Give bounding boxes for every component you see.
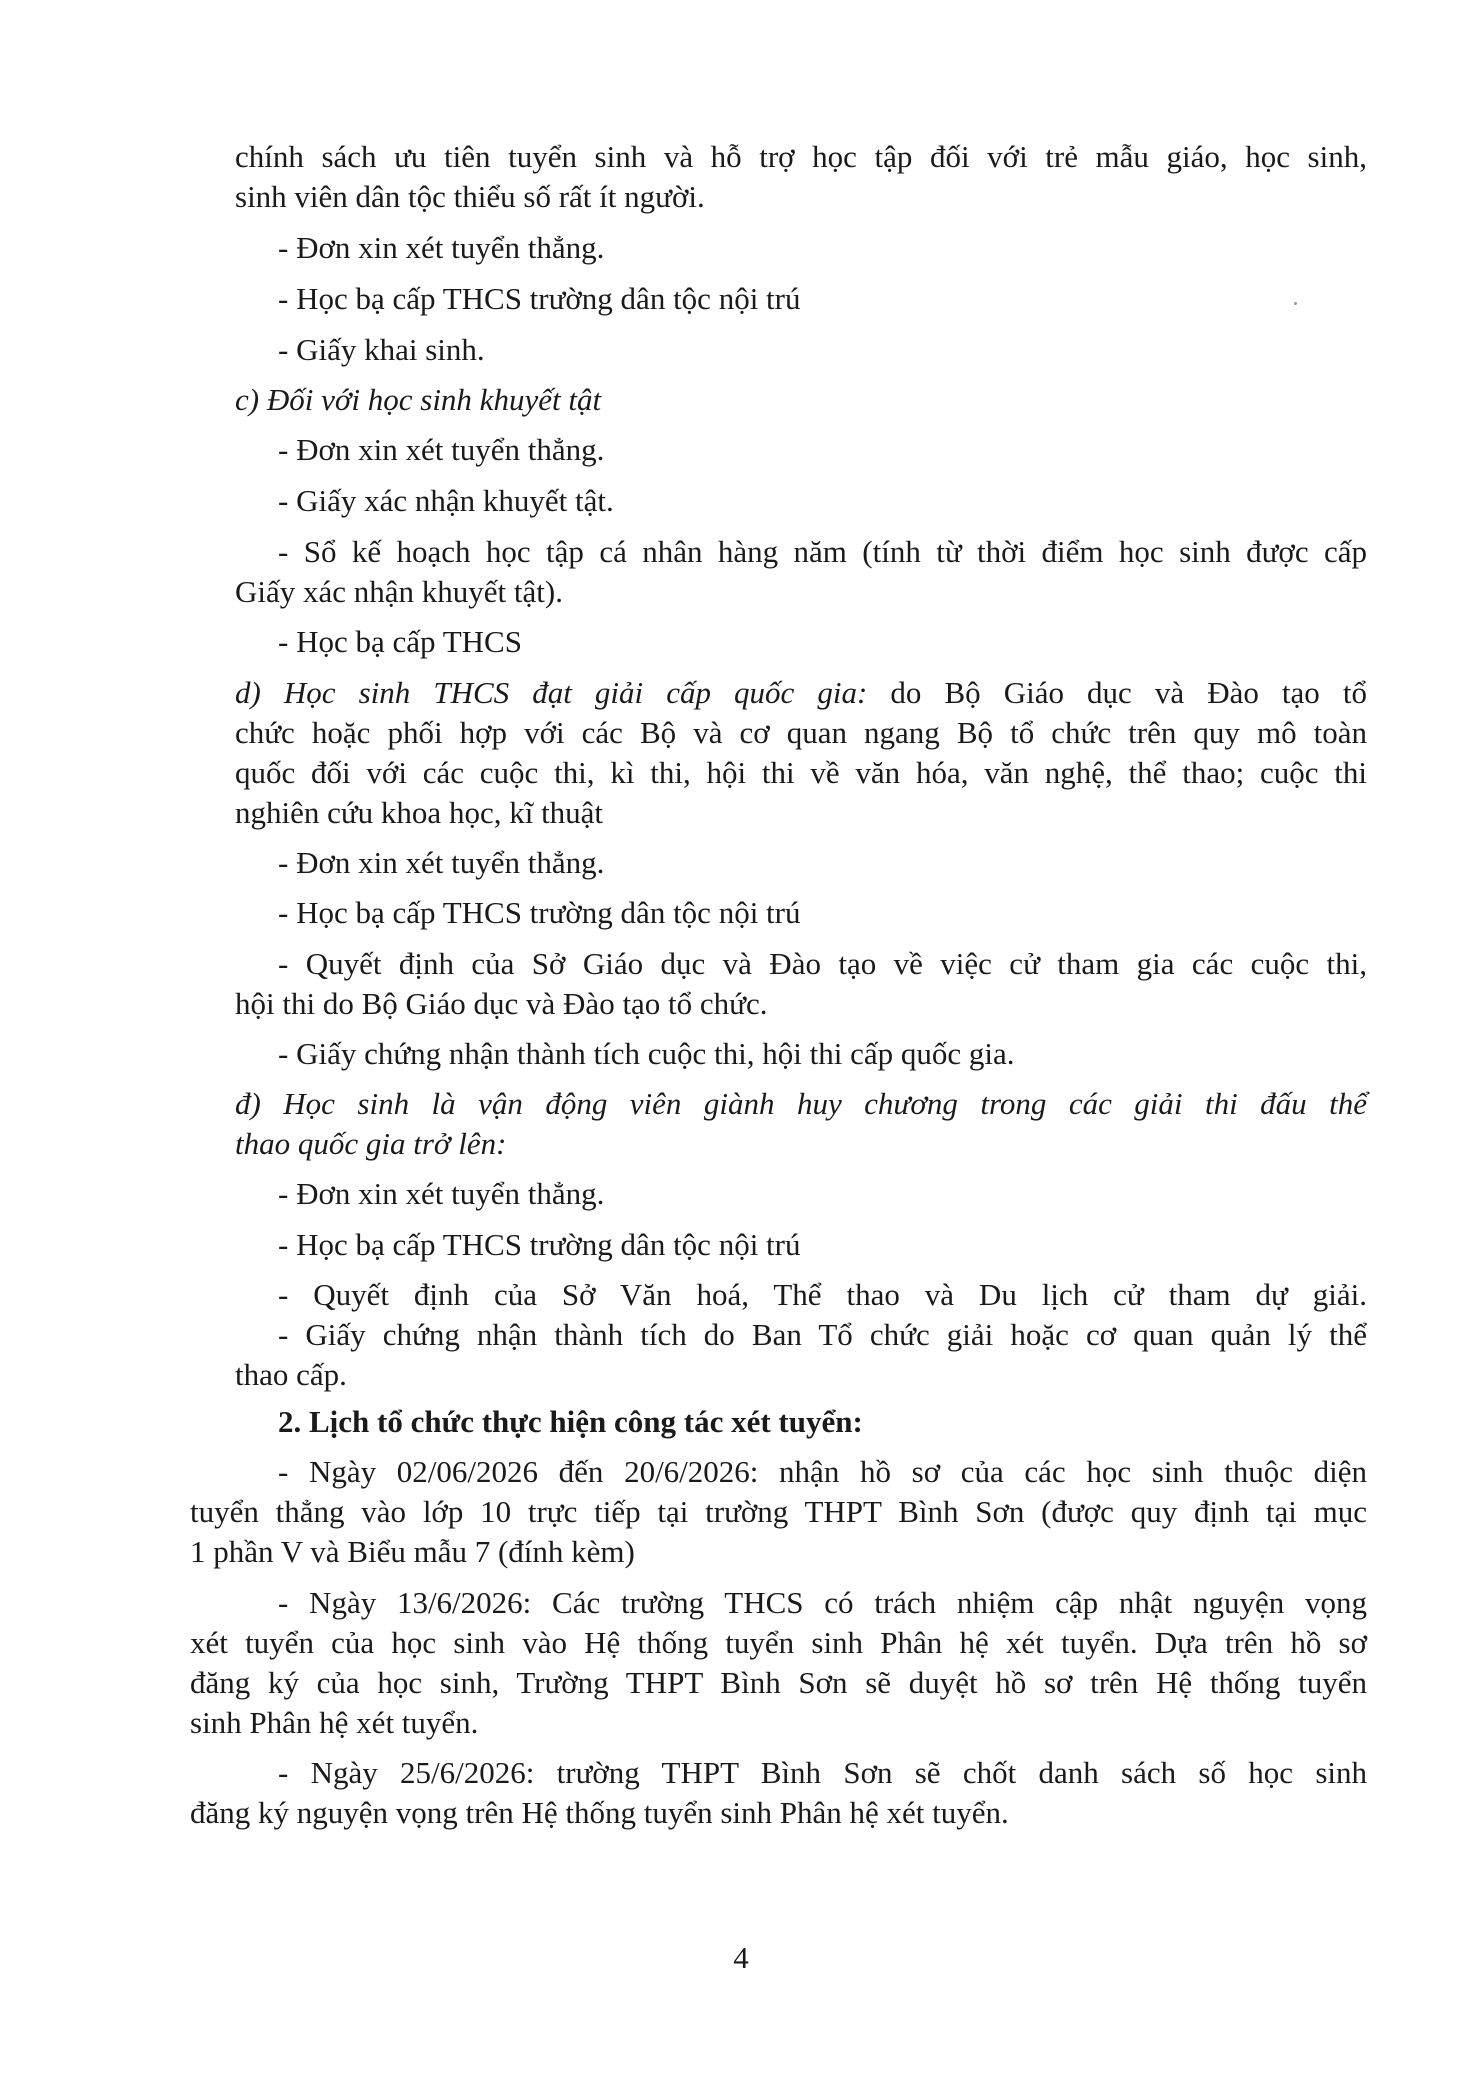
text-line: sinh Phân hệ xét tuyển. [190,1705,479,1740]
text-line: chức hoặc phối hợp với các Bộ và cơ quan ngang Bộ tổ chức trên quy mô toàn [235,715,1367,750]
section-heading-dd-cont: thao quốc gia trở lên: [235,1126,507,1161]
list-item: - Học bạ cấp THCS trường dân tộc nội trú [278,1227,801,1262]
text-line: thao cấp. [235,1357,347,1392]
section-heading-c: c) Đối với học sinh khuyết tật [235,382,602,417]
list-item: - Đơn xin xét tuyển thẳng. [278,432,605,467]
list-item: - Học bạ cấp THCS trường dân tộc nội trú [278,281,801,316]
text-line: tuyển thẳng vào lớp 10 trực tiếp tại trường THPT Bình Sơn (được quy định tại mục [190,1494,1367,1529]
text-line: đăng ký nguyện vọng trên Hệ thống tuyển sinh Phân hệ xét tuyển. [190,1795,1009,1830]
list-item: - Đơn xin xét tuyển thẳng. [278,230,605,265]
list-item: - Ngày 02/06/2026 đến 20/6/2026: nhận hồ sơ của các học sinh thuộc diện [278,1454,1367,1489]
list-item: - Ngày 13/6/2026: Các trường THCS có trách nhiệm cập nhật nguyện vọng [278,1585,1367,1620]
section-heading-dd: đ) Học sinh là vận động viên giành huy chương trong các giải thi đấu thể [235,1086,1367,1121]
text-line: sinh viên dân tộc thiểu số rất ít người. [235,179,705,214]
list-item: - Giấy khai sinh. [278,332,485,367]
text-line: Giấy xác nhận khuyết tật). [235,574,563,609]
scan-speck [1294,302,1297,305]
list-item: - Học bạ cấp THCS [278,624,522,659]
list-item: - Giấy chứng nhận thành tích cuộc thi, hội thi cấp quốc gia. [278,1036,1015,1071]
list-item: - Giấy chứng nhận thành tích do Ban Tổ chức giải hoặc cơ quan quản lý thể [278,1317,1367,1352]
page-number: 4 [733,1940,749,1975]
text-line: quốc đối với các cuộc thi, kì thi, hội thi về văn hóa, văn nghệ, thể thao; cuộc thi [235,755,1367,790]
list-item: - Đơn xin xét tuyển thẳng. [278,845,605,880]
text-line: 1 phần V và Biểu mẫu 7 (đính kèm) [190,1534,635,1569]
text-line: xét tuyển của học sinh vào Hệ thống tuyển sinh Phân hệ xét tuyển. Dựa trên hồ sơ [190,1625,1367,1660]
section-heading-2: 2. Lịch tổ chức thực hiện công tác xét tuyển: [278,1404,863,1439]
text-line: chính sách ưu tiên tuyển sinh và hỗ trợ học tập đối với trẻ mẫu giáo, học sinh, [235,139,1367,174]
section-heading-d-title: d) Học sinh THCS đạt giải cấp quốc gia: [235,675,868,710]
section-heading-d-text: do Bộ Giáo dục và Đào tạo tổ [867,675,1367,710]
list-item: - Giấy xác nhận khuyết tật. [278,483,614,518]
list-item: - Quyết định của Sở Văn hoá, Thể thao và Du lịch cử tham dự giải. [278,1277,1367,1312]
text-line: đăng ký của học sinh, Trường THPT Bình Sơn sẽ duyệt hồ sơ trên Hệ thống tuyển [190,1665,1367,1700]
list-item: - Ngày 25/6/2026: trường THPT Bình Sơn sẽ chốt danh sách số học sinh [278,1755,1367,1790]
list-item: - Quyết định của Sở Giáo dục và Đào tạo về việc cử tham gia các cuộc thi, [278,946,1367,981]
text-line: hội thi do Bộ Giáo dục và Đào tạo tổ chức. [235,986,768,1021]
list-item: - Đơn xin xét tuyển thẳng. [278,1176,605,1211]
text-line: nghiên cứu khoa học, kĩ thuật [235,795,604,830]
list-item: - Sổ kế hoạch học tập cá nhân hàng năm (tính từ thời điểm học sinh được cấp [278,534,1367,569]
section-heading-d [235,673,1367,713]
list-item: - Học bạ cấp THCS trường dân tộc nội trú [278,895,801,930]
